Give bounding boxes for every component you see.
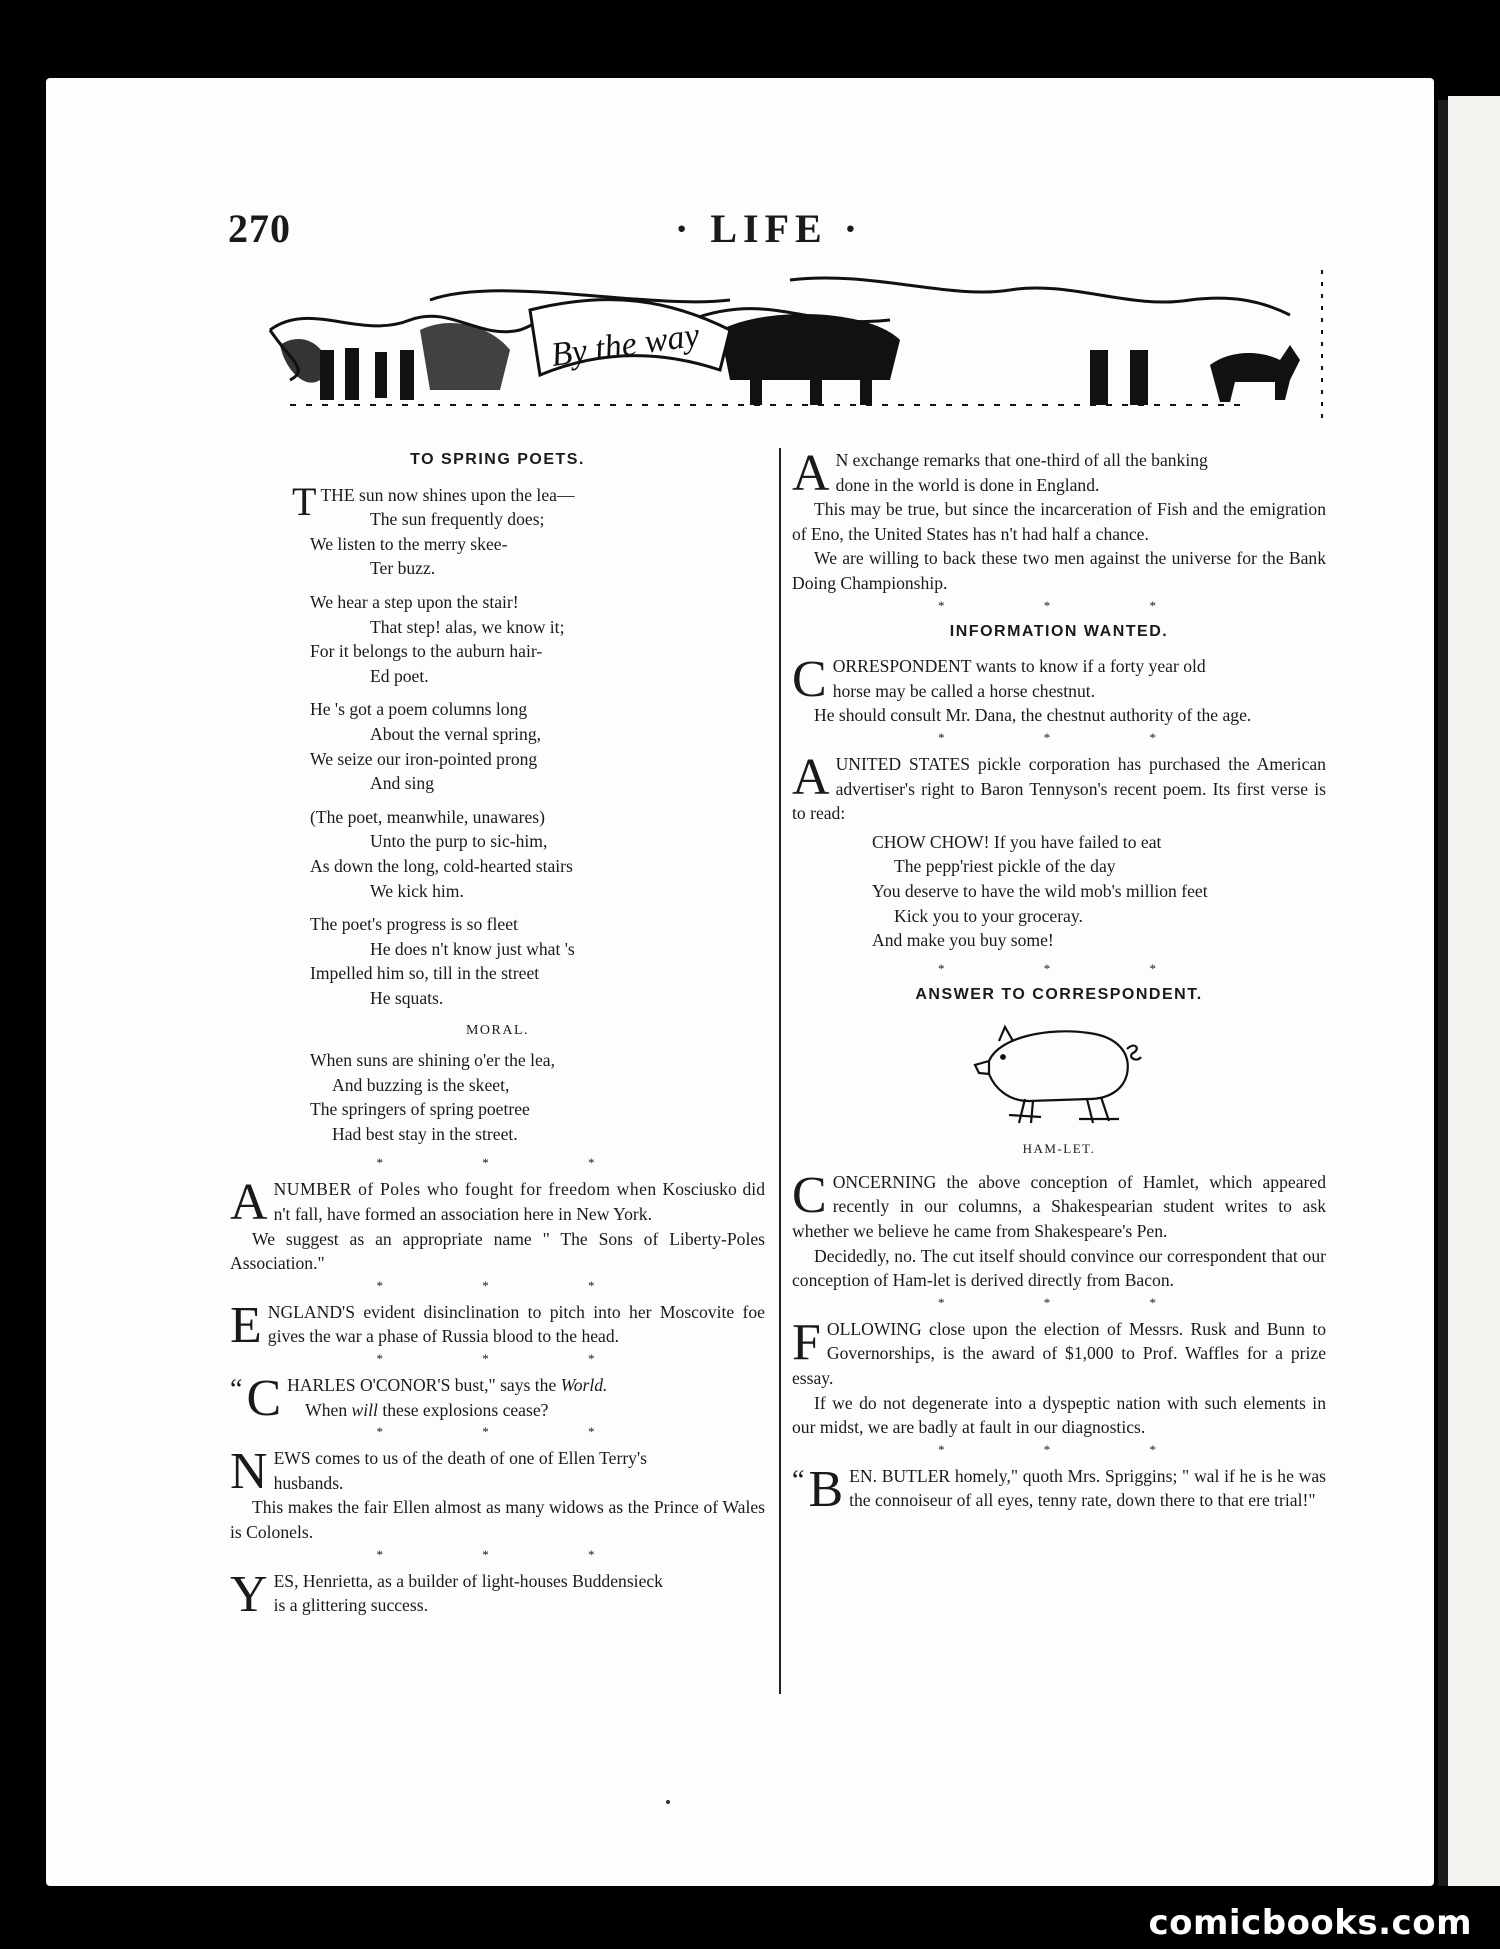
drop-cap: N bbox=[230, 1446, 268, 1496]
item-text: EWS comes to us of the death of one of Ellen Terry's husbands. bbox=[273, 1448, 647, 1493]
item-exchange bbox=[792, 448, 1326, 497]
verse-line: When suns are shining o'er the lea, bbox=[310, 1050, 556, 1071]
item-text: HARLES O'CONOR'S bust," says the World. When will these explosions cease? bbox=[287, 1375, 608, 1420]
drop-cap: A bbox=[792, 751, 830, 806]
item-text: OLLOWING close upon the election of Messrs. Rusk and Bunn to Governorships, is the award of $1,000 to Prof. Waffles for a prize essay. bbox=[792, 1318, 1326, 1389]
verse-line: The poet's progress is so fleet bbox=[310, 914, 518, 935]
item-text: N exchange remarks that one-third of all the banking done in the world is done in England. bbox=[835, 450, 1208, 495]
verse-line: The springers of spring poetree bbox=[310, 1099, 530, 1120]
section-divider: * * * bbox=[938, 1294, 1204, 1310]
drop-cap: A bbox=[230, 1177, 268, 1227]
item-poles bbox=[230, 1177, 765, 1226]
verse-line: The pepp'riest pickle of the day bbox=[894, 856, 1116, 877]
drop-cap: Y bbox=[230, 1568, 268, 1618]
page-spine bbox=[1438, 100, 1448, 1886]
facing-page-edge bbox=[1448, 96, 1500, 1886]
drop-cap: B bbox=[808, 1463, 844, 1513]
item-text: NUMBER of Poles who fought for freedom when Kosciusko did n't fall, have formed an association here in New York. bbox=[273, 1179, 765, 1225]
verse-line: You deserve to have the wild mob's million feet bbox=[872, 880, 1208, 901]
verse-line: CHOW CHOW! If you have failed to eat bbox=[872, 831, 1162, 852]
item-correspondent bbox=[792, 654, 1326, 703]
verse-line: (The poet, meanwhile, unawares) bbox=[310, 806, 545, 827]
verse-line: Had best stay in the street. bbox=[332, 1123, 518, 1144]
item-text: EN. BUTLER homely," quoth Mrs. Spriggins; " wal if he is he was the connoiseur of all eyes, tenny rate, down there to that ere trial!" bbox=[849, 1465, 1326, 1511]
item-henrietta bbox=[230, 1569, 765, 1618]
verse-line: The sun frequently does; bbox=[370, 509, 545, 530]
verse-line: Kick you to your groceray. bbox=[894, 905, 1083, 926]
pig-caption: HAM-LET. bbox=[1022, 1141, 1096, 1157]
verse-line: About the vernal spring, bbox=[370, 723, 542, 744]
verse-line: He 's got a poem columns long bbox=[310, 699, 528, 720]
item-follow: This may be true, but since the incarceration of Fish and the emigration of Eno, the United States has n't had half a chance. bbox=[792, 499, 1326, 544]
verse-line: Ter buzz. bbox=[370, 558, 436, 579]
drop-cap: E bbox=[230, 1299, 262, 1349]
item-text: ORRESPONDENT wants to know if a forty year old horse may be called a horse chestnut. bbox=[832, 656, 1206, 701]
drop-cap: F bbox=[792, 1316, 821, 1371]
open-quote: “ bbox=[230, 1374, 243, 1405]
verse-line: Unto the purp to sic-him, bbox=[370, 831, 548, 852]
left-column bbox=[230, 448, 765, 1618]
drop-cap: C bbox=[792, 1169, 827, 1224]
section-divider: * * * bbox=[376, 1277, 643, 1293]
moral-stanza bbox=[310, 1048, 765, 1146]
verse-line: And buzzing is the skeet, bbox=[332, 1074, 510, 1095]
section-divider: * * * bbox=[376, 1155, 643, 1171]
item-follow: If we do not degenerate into a dyspeptic nation with such elements in our midst, we are badly at fault in our diagnostics. bbox=[792, 1392, 1326, 1438]
verse-line: And make you buy some! bbox=[872, 930, 1054, 951]
item-pickle bbox=[792, 752, 1326, 826]
item-butler bbox=[792, 1464, 1326, 1513]
item-following bbox=[792, 1317, 1326, 1391]
verse-line: He does n't know just what 's bbox=[370, 938, 575, 959]
section-divider: * * * bbox=[376, 1351, 643, 1366]
poem-stanza-1 bbox=[292, 478, 765, 581]
verse-line: He squats. bbox=[370, 987, 444, 1008]
drop-cap: C bbox=[792, 654, 827, 704]
section-divider: * * * bbox=[376, 1546, 643, 1562]
moral-title: MORAL. bbox=[465, 1023, 530, 1039]
drop-cap: T bbox=[292, 478, 317, 524]
item-terry bbox=[230, 1446, 765, 1495]
verse-line: And sing bbox=[370, 773, 435, 794]
masthead: · LIFE · bbox=[675, 206, 864, 251]
page-number: 270 bbox=[228, 206, 291, 251]
section-divider: * * * bbox=[938, 1441, 1204, 1457]
drop-cap: A bbox=[792, 448, 830, 498]
section-divider: * * * bbox=[376, 1424, 643, 1440]
verse-line: Impelled him so, till in the street bbox=[310, 963, 540, 984]
verse-line: TTHE sun now shines upon the lea— bbox=[292, 478, 575, 524]
poem-stanza-5 bbox=[310, 912, 765, 1010]
item-oconor bbox=[230, 1373, 765, 1422]
item-text: ONCERNING the above conception of Hamlet, which appeared recently in our columns, a Shakespearian student writes to ask whether we believe he came from Shakespeare's Pen. bbox=[792, 1171, 1326, 1242]
poem-stanza-3 bbox=[310, 697, 765, 795]
verse-line: We hear a step upon the stair! bbox=[310, 591, 519, 612]
section-divider: * * * bbox=[938, 960, 1204, 976]
verse-line: That step! alas, we know it; bbox=[370, 616, 565, 637]
verse-line: Ed poet. bbox=[370, 665, 429, 686]
watermark: comicbooks.com bbox=[1148, 1903, 1472, 1943]
pig-illustration bbox=[969, 1019, 1149, 1129]
column-rule bbox=[779, 448, 781, 1694]
item-text: NGLAND'S evident disinclination to pitch into her Moscovite foe gives the war a phase of Russia blood to the head. bbox=[267, 1301, 765, 1347]
page-speck bbox=[666, 1800, 670, 1804]
item-text: ES, Henrietta, as a builder of light-houses Buddensieck is a glittering success. bbox=[273, 1570, 663, 1616]
open-quote: “ bbox=[792, 1464, 805, 1496]
item-follow: This makes the fair Ellen almost as many widows as the Prince of Wales is Colonels. bbox=[230, 1497, 765, 1542]
item-hamlet bbox=[792, 1170, 1326, 1244]
section-divider: * * * bbox=[938, 729, 1204, 745]
answer-title: ANSWER TO CORRESPONDENT. bbox=[915, 985, 1203, 1003]
item-follow: We suggest as an appropriate name " The Sons of Liberty-Poles Association." bbox=[230, 1228, 765, 1274]
verse-line: We kick him. bbox=[370, 880, 464, 901]
item-follow: Decidedly, no. The cut itself should convince our correspondent that our conception of Ham-let is derived directly from Bacon. bbox=[792, 1245, 1326, 1291]
verse-line: We seize our iron-pointed prong bbox=[310, 748, 538, 769]
right-column bbox=[792, 448, 1326, 1513]
item-england bbox=[230, 1300, 765, 1349]
chow-chow-verse bbox=[872, 830, 1326, 953]
verse-line: For it belongs to the auburn hair- bbox=[310, 641, 543, 662]
item-text: UNITED STATES pickle corporation has purchased the American advertiser's right to Baron Tennyson's recent poem. Its first verse is to read: bbox=[792, 753, 1326, 824]
svg-text:By the way: By the way bbox=[548, 316, 702, 374]
drop-cap: C bbox=[246, 1373, 282, 1423]
item-follow: He should consult Mr. Dana, the chestnut authority of the age. bbox=[814, 705, 1252, 726]
poem-title: TO SPRING POETS. bbox=[410, 451, 585, 468]
verse-line: As down the long, cold-hearted stairs bbox=[310, 855, 573, 876]
poem-stanza-2 bbox=[310, 590, 765, 688]
poem-stanza-4 bbox=[310, 805, 765, 903]
item-follow: We are willing to back these two men against the universe for the Bank Doing Championship. bbox=[792, 548, 1326, 593]
section-divider: * * * bbox=[938, 597, 1204, 613]
info-title: INFORMATION WANTED. bbox=[949, 622, 1169, 640]
verse-line: We listen to the merry skee- bbox=[310, 533, 508, 554]
by-the-way-banner-illustration bbox=[250, 270, 1330, 420]
